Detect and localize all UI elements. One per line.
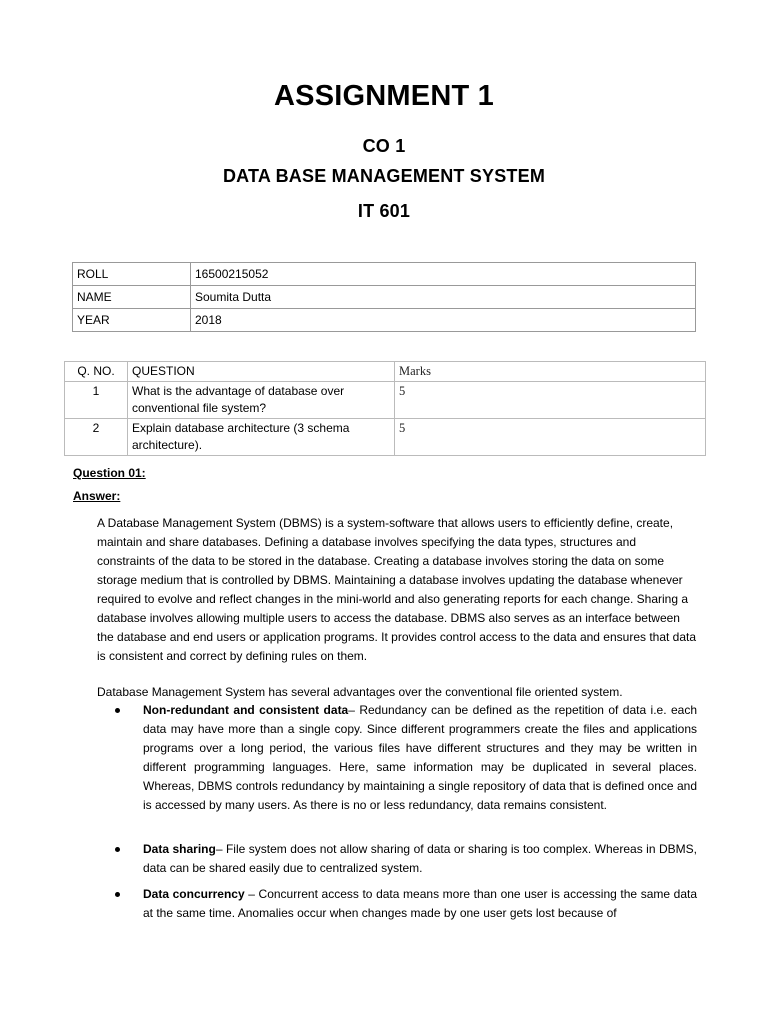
- bullet-text: – Redundancy can be defined as the repetition of data i.e. each data may have more than a single copy. Since different programmers create the files and applications programs over a long period, the various files have different structures and they may be written in different programming languages. Here, same information may be duplicated in several places. Whereas, DBMS controls redundancy by maintaining a single repository of data that is defined once and is accessed by many users. As there is no or less redundancy, data remains consistent.: [143, 703, 697, 812]
- bullet-title: Data sharing: [143, 842, 216, 856]
- table-row: [73, 286, 696, 309]
- header-qno: Q. NO.: [65, 362, 128, 382]
- question-marks: 5: [395, 382, 706, 419]
- question-number: 1: [65, 382, 128, 419]
- bullet-icon: [115, 708, 120, 713]
- questions-table: [64, 361, 706, 456]
- advantages-list: [97, 701, 697, 815]
- list-item: [97, 701, 697, 815]
- table-row: [73, 263, 696, 286]
- table-row: [65, 419, 706, 456]
- student-info-table: [72, 262, 696, 332]
- question-text: What is the advantage of database over conventional file system?: [128, 382, 395, 419]
- roll-value: 16500215052: [191, 263, 696, 286]
- list-item: [97, 840, 697, 878]
- year-value: 2018: [191, 309, 696, 332]
- table-header-row: [65, 362, 706, 382]
- question-text: Explain database architecture (3 schema architecture).: [128, 419, 395, 456]
- answer-heading: Answer:: [73, 489, 121, 503]
- bullet-icon: [115, 847, 120, 852]
- answer-intro-paragraph: A Database Management System (DBMS) is a system-software that allows users to efficiently define, create, maintain and share databases. Defining a database involves specifying the data types, structures and constraints of the data to be stored in the database. Creating a database involves storing the data on some storage medium that is controlled by DBMS. Maintaining a database involves updating the database whenever required to evolve and reflect changes in the mini-world and also generating reports for each change. Sharing a database involves allowing multiple users to access the database. DBMS also serves as an interface between the database and end users or application programs. It provides control access to the data and ensures that data is consistent and correct by defining rules on them.: [97, 516, 697, 663]
- bullet-text: – File system does not allow sharing of data or sharing is too complex. Whereas in DBMS, data can be shared easily due to centralized system.: [143, 842, 697, 875]
- roll-label: ROLL: [73, 263, 191, 286]
- assignment-title: ASSIGNMENT 1: [274, 80, 494, 112]
- subject-name: DATA BASE MANAGEMENT SYSTEM: [222, 166, 546, 186]
- header-question: QUESTION: [128, 362, 395, 382]
- table-row: [73, 309, 696, 332]
- table-row: [65, 382, 706, 419]
- question-heading: Question 01:: [73, 466, 146, 480]
- name-label: NAME: [73, 286, 191, 309]
- list-item: [97, 885, 697, 923]
- bullet-title: Data concurrency: [143, 887, 245, 901]
- header-marks: Marks: [395, 362, 706, 382]
- bullet-icon: [115, 892, 120, 897]
- bullet-text: – Concurrent access to data means more than one user is accessing the same data at the same time. Anomalies occur when changes made by one user gets lost because of: [143, 887, 697, 920]
- advantages-list: [97, 885, 697, 923]
- bullet-title: Non-redundant and consistent data: [143, 703, 349, 717]
- name-value: Soumita Dutta: [191, 286, 696, 309]
- year-label: YEAR: [73, 309, 191, 332]
- question-number: 2: [65, 419, 128, 456]
- question-marks: 5: [395, 419, 706, 456]
- answer-lead-sentence: Database Management System has several advantages over the conventional file oriented system.: [97, 685, 623, 699]
- course-outcome: CO 1: [362, 136, 406, 156]
- subject-code: IT 601: [357, 201, 411, 221]
- advantages-list: [97, 840, 697, 878]
